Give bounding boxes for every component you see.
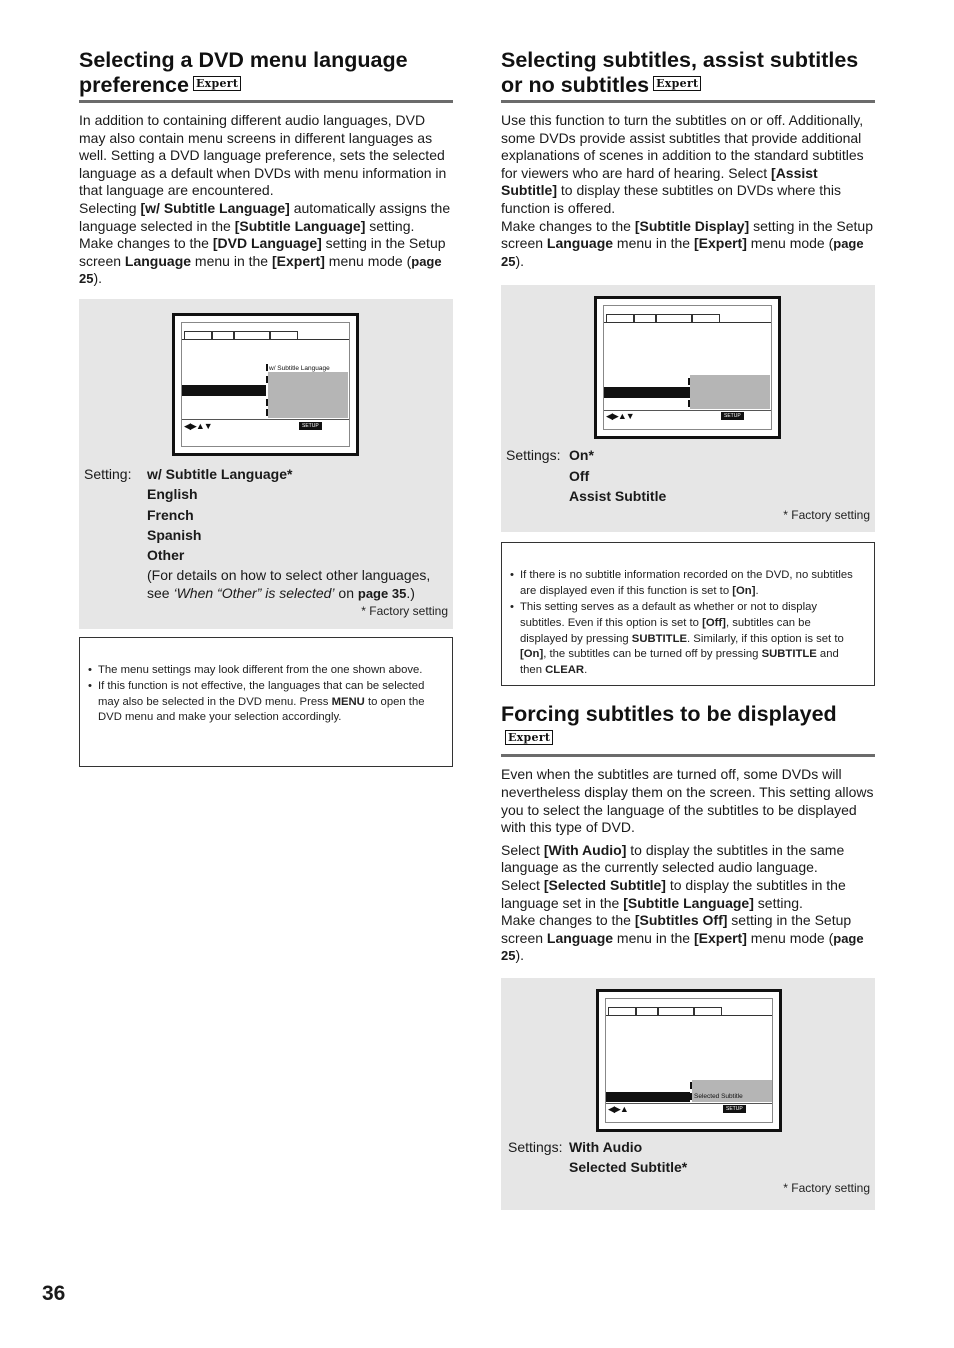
setting-value: Off [569,467,590,484]
setting-value: Spanish [147,526,202,543]
tv-screen-illustration [596,989,782,1132]
setting-value: With Audio [569,1138,643,1155]
settings-illustration-box: w/ Subtitle Language ◀▶▲▼ SETUP Setting: w/ Subtitle Language* English French Spanish Other (For details on how to select other languages, see ‘When “Other” is selected’ on page 35.) * Factory setting [79,299,453,629]
note-item: • If this function is not effective, the languages that can be selected may also be selected in the DVD menu. Press MENU to open the DVD menu and make your selection accordingly. [88,679,438,726]
navigation-arrows-icon: ◀▶▲▼ [606,411,634,422]
tv-screen-illustration [594,296,781,439]
highlight-bar [182,385,266,396]
screen-option-label: Selected Subtitle [694,1092,743,1100]
setting-value: w/ Subtitle Language* [147,465,293,482]
paragraph: Even when the subtitles are turned off, some DVDs will nevertheless display them on the screen. This setting allows you to select the language of the subtitles to be displayed with this type of DVD. [501,766,874,836]
right-column [501,48,875,1210]
highlight-bar [606,1092,690,1102]
notes-box [501,542,875,686]
paragraph: Use this function to turn the subtitles on or off. Additionally, some DVDs provide assist subtitles that provide additional explanations of scenes in addition to the standard subtitles for viewers who are hard of hearing. Select [Assist Subtitle] to display these subtitles on DVDs where this function is offered. [501,112,864,216]
screen-option-label: w/ Subtitle Language [269,364,330,372]
left-column [79,48,453,767]
note-item: • The menu settings may look different from the one shown above. [88,663,438,679]
navigation-arrows-icon: ◀▶▲ [608,1103,628,1114]
notes-box [79,637,453,767]
paragraph: Make changes to the [DVD Language] setting in the Setup screen Language menu in the [Expert] menu mode (page 25). [79,235,446,287]
tv-screen-illustration [172,313,359,456]
setting-note: (For details on how to select other languages, see ‘When “Other” is selected’ on page 35.) [147,566,431,601]
dvd-menu-language-body [79,112,453,288]
section-title-forcing-subtitles: Forcing subtitles to be displayedExpert [501,702,875,757]
setting-value: English [147,486,198,503]
setup-button-icon: SETUP [723,1105,746,1113]
paragraph: In addition to containing different audio languages, DVD may also contain menu screens in different languages as well. Setting a DVD language preference, sets the selected language as a default when DVDs with menu information in that language are encountered. [79,112,447,199]
factory-setting-note: * Factory setting [361,603,448,618]
note-item: • If there is no subtitle information recorded on the DVD, no subtitles are displayed even if this function is set to [On]. [510,568,860,600]
section-title-dvd-menu-language: Selecting a DVD menu language preference Expert [79,48,453,103]
setup-button-icon: SETUP [721,412,744,420]
subtitles-body [501,112,875,270]
expert-badge: Expert [193,76,241,91]
navigation-arrows-icon: ◀▶▲▼ [184,420,212,431]
forcing-settings-box: Selected Subtitle ◀▶▲ SETUP Settings: With Audio Selected Subtitle* * Factory setting [501,978,875,1210]
note-item: • This setting serves as a default as whether or not to display subtitles. Even if this option is set to [Off], subtitles can be displayed by pressing SUBTITLE. Similarly, if this option is set to [On], the subtitles can be turned off by pressing SUBTITLE and then CLEAR. [510,600,860,679]
paragraph: Make changes to the [Subtitle Display] setting in the Setup screen Language menu in the [Expert] menu mode (page 25). [501,217,873,269]
highlight-bar [604,387,690,398]
setting-value: French [147,506,194,523]
expert-badge: Expert [653,76,701,91]
paragraph: Select [Selected Subtitle] to display the subtitles in the language set in the [Subtitle Language] setting. [501,876,846,911]
section-title-subtitles: Selecting subtitles, assist subtitles or no subtitles Expert [501,48,875,103]
setting-value: Selected Subtitle* [569,1159,688,1176]
setting-value: Assist Subtitle [569,487,667,504]
setup-button-icon: SETUP [299,422,322,430]
subtitle-settings-box: ◀▶▲▼ SETUP Settings: On* Off Assist Subtitle * Factory setting [501,285,875,532]
setting-value: On* [569,447,594,464]
paragraph: Selecting [w/ Subtitle Language] automatically assigns the language selected in the [Subtitle Language] setting. [79,199,451,234]
paragraph: Select [With Audio] to display the subtitles in the same language as the currently selected audio language. [501,841,845,876]
page-number: 36 [42,1282,66,1305]
factory-setting-note: * Factory setting [783,1180,870,1195]
expert-badge: Expert [505,730,553,745]
paragraph: Make changes to the [Subtitles Off] setting in the Setup screen Language menu in the [Expert] menu mode (page 25). [501,912,864,964]
setting-value: Other [147,547,185,564]
factory-setting-note: * Factory setting [783,508,870,523]
forcing-subtitles-body [501,766,875,965]
